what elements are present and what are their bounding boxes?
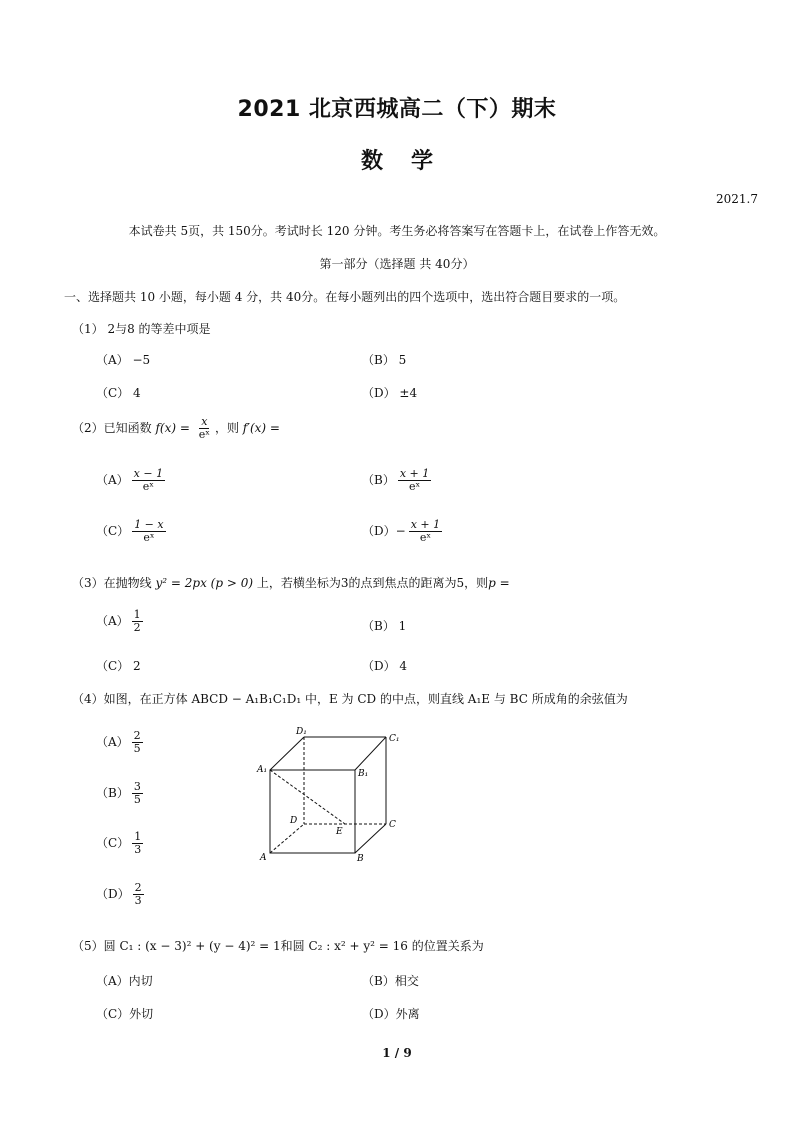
part-heading: 第一部分（选择题 共 40分） <box>319 257 475 271</box>
question-2-option-c: （C） $\frac{1 - x}{\text{eˣ}}$ <box>96 518 164 545</box>
question-2-fpx: f′(x) = <box>242 421 280 436</box>
question-3-option-b: （B） 1 <box>362 619 407 633</box>
question-1-option-d: （D） ±4 <box>362 386 418 400</box>
label-d: D <box>290 816 298 826</box>
question-2-option-d: （D）− $\frac{x + 1}{\text{eˣ}}$ <box>362 518 441 545</box>
question-5-option-b: （B）相交 <box>362 974 419 988</box>
label-d1: D₁ <box>296 727 307 737</box>
section-heading: 一、选择题共 10 小题，每小题 4 分，共 40分。在每小题列出的四个选项中，选出符合题目要求的一项。 <box>64 290 626 304</box>
question-5-stem: （5）圆 C₁ : (x − 3)² + (y − 4)² = 1和圆 C₂ : x² + y² = 16 的位置关系为 <box>72 939 484 953</box>
edge-b1-c1 <box>355 737 386 770</box>
question-5-option-a: （A）内切 <box>96 974 153 988</box>
question-4-option-d: （D） $\frac{2}{3}$ <box>96 881 142 908</box>
question-2-fraction: $\frac{x}{\text{eˣ}}$ <box>198 415 210 442</box>
label-b1: B₁ <box>358 769 369 779</box>
question-2-option-b: （B） $\frac{x + 1}{\text{eˣ}}$ <box>362 467 430 494</box>
label-a: A <box>260 853 267 863</box>
question-2-number: （2） <box>72 421 104 436</box>
exam-instructions: 本试卷共 5页，共 150分。考试时长 120 分钟。考生务必将答案写在答题卡上，在试卷上作答无效。 <box>128 224 666 238</box>
question-4-option-b: （B） $\frac{3}{5}$ <box>96 780 141 807</box>
question-1-option-b: （B） 5 <box>362 353 407 367</box>
question-2-post: ，则 <box>214 421 239 436</box>
question-2-pre: 已知函数 <box>103 421 152 436</box>
segment-a1-e <box>270 770 345 824</box>
edge-a-d <box>270 824 304 853</box>
question-5-option-d: （D）外离 <box>362 1007 420 1021</box>
question-1-stem: （1） 2与8 的等差中项是 <box>72 322 211 336</box>
label-b: B <box>357 854 364 864</box>
cube-figure <box>250 722 410 867</box>
question-2-fx: f(x) = <box>155 421 190 436</box>
label-c: C <box>389 820 396 830</box>
question-3-equation: y² = 2px (p > 0) <box>155 576 254 590</box>
label-a1: A₁ <box>257 765 268 775</box>
label-e: E <box>336 827 343 837</box>
question-1-option-a: （A） −5 <box>96 353 151 367</box>
question-4-stem: （4）如图，在正方体 ABCD − A₁B₁C₁D₁ 中，E 为 CD 的中点，则直线 A₁E 与 BC 所成角的余弦值为 <box>72 692 628 706</box>
front-face <box>270 770 355 853</box>
edge-a1-d1 <box>270 737 304 770</box>
edge-b-c <box>355 824 386 853</box>
question-5-option-c: （C）外切 <box>96 1007 154 1021</box>
question-3-option-a: （A） $\frac{1}{2}$ <box>96 608 141 635</box>
question-1-option-c: （C） 4 <box>96 386 141 400</box>
exam-title: 2021 北京西城高二（下）期末 <box>237 97 557 122</box>
question-3-option-d: （D） 4 <box>362 659 408 673</box>
question-2-stem <box>72 416 280 441</box>
question-4-option-a: （A） $\frac{2}{5}$ <box>96 729 141 756</box>
subject-title: 数学 <box>360 149 461 174</box>
page-number: 1 / 9 <box>382 1046 412 1060</box>
question-3-stem: （3）在抛物线 y² = 2px (p > 0) 上，若横坐标为3的点到焦点的距离为5，则p = <box>72 576 510 590</box>
question-3-option-c: （C） 2 <box>96 659 141 673</box>
label-c1: C₁ <box>389 734 400 744</box>
question-2-option-a: （A） $\frac{x - 1}{\text{eˣ}}$ <box>96 467 164 494</box>
question-4-option-c: （C） $\frac{1}{3}$ <box>96 830 142 857</box>
exam-date: 2021.7 <box>716 192 758 206</box>
